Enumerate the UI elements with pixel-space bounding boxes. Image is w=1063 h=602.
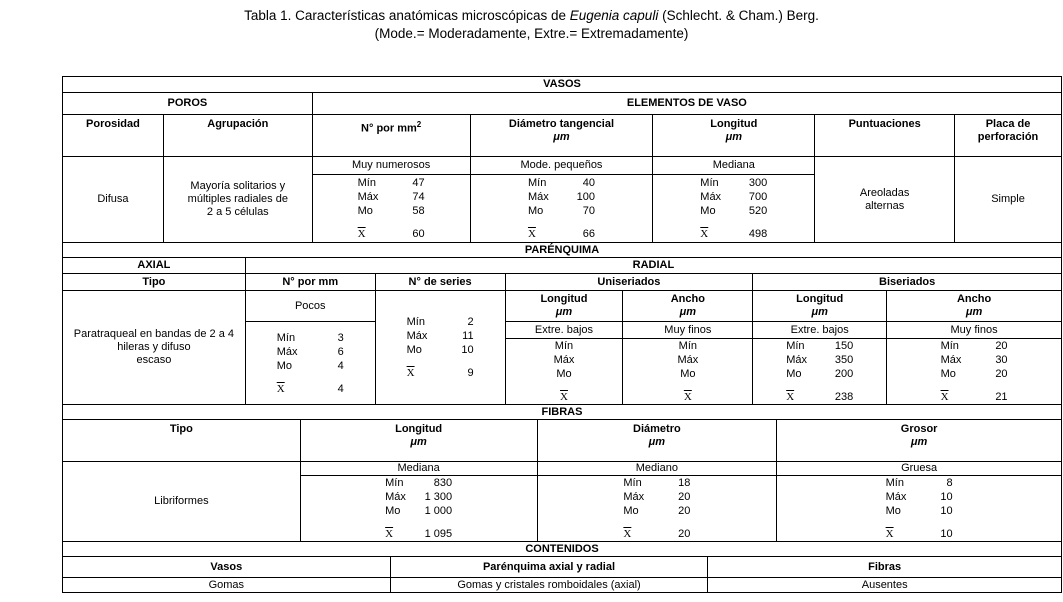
fibras-table — [62, 404, 1062, 542]
cell-uni-ancho-qualitative: Muy finos — [623, 322, 753, 339]
col-header-contenidos-parenquima: Parénquima axial y radial — [390, 557, 708, 578]
stat-label: Mo — [680, 368, 696, 380]
stat-value: 2 — [467, 316, 474, 328]
stat-value: 300 — [748, 177, 768, 189]
stat-value: 11 — [462, 330, 474, 342]
col-header-uni-longitud — [505, 291, 623, 322]
stat-label: Mín — [623, 477, 642, 489]
title-line-2: (Mode.= Moderadamente, Extre.= Extremadamente) — [374, 26, 689, 41]
puntuaciones-line: Areoladas — [859, 186, 910, 199]
cell-porosidad-value: Difusa — [63, 157, 164, 243]
stat-label: Máx — [527, 191, 549, 203]
col-header-diametro-tangencial — [470, 115, 653, 157]
radial-group-header: RADIAL — [245, 258, 1061, 274]
stat-label: Mo — [786, 368, 802, 380]
mean-symbol: $\overline{X}$ — [623, 528, 632, 540]
stat-label: Mín — [678, 340, 697, 352]
stat-label: Máx — [623, 491, 645, 503]
stat-label: Máx — [940, 354, 962, 366]
title-author: (Schlecht. & Cham.) Berg. — [658, 8, 819, 23]
vasos-table — [62, 76, 1062, 243]
stat-label: Máx — [406, 330, 428, 342]
mean-symbol: $\overline{X}$ — [559, 391, 568, 403]
stat-value: 200 — [834, 368, 854, 380]
cell-contenidos-fibras-value: Ausentes — [708, 578, 1062, 593]
col-header-agrupacion: Agrupación — [163, 115, 312, 157]
cell-tipo-axial-value — [63, 291, 246, 405]
col-header-fibras-diametro — [537, 420, 777, 462]
col-header-porosidad: Porosidad — [63, 115, 164, 157]
stat-value: 47 — [412, 177, 425, 189]
cell-bi-longitud-qualitative: Extre. bajos — [753, 322, 887, 339]
col-header-longitud — [653, 115, 815, 157]
stats-vasos-diametro — [470, 175, 653, 243]
agrupacion-line: Mayoría solitarios y — [190, 180, 286, 192]
unit-micrometer: μm — [679, 306, 697, 318]
stat-value: 10 — [940, 505, 953, 517]
cell-fibras-grosor-qualitative: Gruesa — [777, 462, 1062, 476]
unit-micrometer: μm — [910, 436, 928, 448]
cell-bi-ancho-qualitative: Muy finos — [887, 322, 1062, 339]
unit-micrometer: μm — [553, 131, 570, 143]
cell-fibras-diametro-qualitative: Mediano — [537, 462, 777, 476]
stats-bi-ancho — [887, 339, 1062, 405]
stat-value: 30 — [995, 354, 1008, 366]
unit-micrometer: μm — [410, 436, 427, 448]
stat-value: 10 — [461, 344, 474, 356]
tipo-line: escaso — [136, 354, 172, 366]
cell-fibras-longitud-qualitative: Mediana — [300, 462, 537, 476]
biseriados-group-header: Biseriados — [753, 274, 1062, 291]
col-header-n-por-mm2 — [312, 115, 470, 157]
stats-uni-ancho — [623, 339, 753, 405]
stat-value: 70 — [582, 205, 595, 217]
stat-value: 10 — [940, 528, 953, 540]
tipo-line: Paratraqueal en bandas de 2 a 4 — [73, 328, 235, 340]
unit-micrometer: μm — [965, 306, 983, 318]
stat-label: Mo — [940, 368, 956, 380]
stats-fibras-diametro — [537, 476, 777, 542]
stats-n-de-series — [375, 291, 505, 405]
stat-value: 498 — [748, 228, 768, 240]
agrupacion-line: 2 a 5 células — [206, 206, 269, 218]
stat-value: 18 — [678, 477, 691, 489]
mean-symbol: $\overline{X}$ — [786, 391, 795, 403]
axial-group-header: AXIAL — [63, 258, 246, 274]
stat-label: Mo — [700, 205, 716, 217]
stat-label: Máx — [786, 354, 807, 366]
cell-n-por-mm2-qualitative: Muy numerosos — [312, 157, 470, 175]
stats-fibras-longitud — [300, 476, 537, 542]
stat-value: 9 — [467, 367, 474, 379]
stat-value: 1 095 — [424, 528, 453, 540]
parenquima-section-header: PARÉNQUIMA — [63, 243, 1062, 258]
stat-label: Mín — [276, 331, 296, 344]
vasos-section-header: VASOS — [63, 77, 1062, 93]
col-header-fibras-longitud — [300, 420, 537, 462]
stat-label: Mín — [786, 340, 805, 352]
stat-value: 238 — [834, 391, 854, 403]
col-header-bi-ancho — [887, 291, 1062, 322]
cell-placa-value: Simple — [955, 157, 1062, 243]
stat-value: 700 — [748, 191, 768, 203]
cell-contenidos-parenquima-value: Gomas y cristales romboidales (axial) — [390, 578, 708, 593]
stats-uni-longitud — [505, 339, 623, 405]
col-header-tipo: Tipo — [63, 274, 246, 291]
stat-value: 3 — [337, 331, 344, 344]
stat-label: Máx — [677, 354, 699, 366]
stat-value: 66 — [582, 228, 595, 240]
stat-value: 21 — [995, 391, 1008, 403]
stat-value: 1 300 — [424, 491, 453, 503]
stat-label: Mín — [940, 340, 959, 352]
col-header-ancho-text: Ancho — [670, 293, 705, 305]
stat-label: Mo — [276, 359, 293, 372]
col-header-grosor-text: Grosor — [900, 423, 938, 435]
cell-diametro-qualitative: Mode. pequeños — [470, 157, 653, 175]
puntuaciones-line: alternas — [865, 199, 905, 212]
stat-value: 20 — [678, 528, 691, 540]
cell-uni-longitud-qualitative: Extre. bajos — [505, 322, 623, 339]
stat-label: Mín — [406, 316, 425, 328]
stats-vasos-longitud — [653, 175, 815, 243]
stat-label: Mo — [406, 344, 422, 356]
unit-micrometer: μm — [811, 306, 828, 318]
cell-puntuaciones-value — [815, 157, 955, 243]
cell-agrupacion-value — [163, 157, 312, 243]
stat-label: Mo — [357, 205, 373, 217]
tipo-line: hileras y difuso — [117, 341, 191, 353]
mean-symbol: $\overline{X}$ — [683, 391, 692, 403]
stats-bi-longitud — [753, 339, 887, 405]
cell-n-por-mm-qualitative: Pocos — [245, 291, 375, 322]
stat-label: Mo — [385, 505, 401, 517]
mean-symbol: $\overline{X}$ — [357, 228, 366, 240]
uniseriados-group-header: Uniseriados — [505, 274, 753, 291]
mean-symbol: $\overline{X}$ — [527, 228, 536, 240]
stat-value: 40 — [582, 177, 595, 189]
stat-label: Mín — [527, 177, 547, 189]
stat-label: Máx — [276, 345, 298, 358]
unit-micrometer: μm — [648, 436, 666, 448]
stat-value: 150 — [834, 340, 854, 352]
stat-label: Mín — [357, 177, 376, 189]
col-header-bi-longitud — [753, 291, 887, 322]
stat-label: Mo — [527, 205, 544, 217]
mean-symbol: $\overline{X}$ — [406, 367, 415, 379]
col-header-fibras-grosor — [777, 420, 1062, 462]
stats-n-por-mm — [245, 322, 375, 405]
stat-value: 8 — [946, 477, 953, 489]
elementos-de-vaso-group-header: ELEMENTOS DE VASO — [312, 93, 1061, 115]
stat-label: Máx — [700, 191, 722, 203]
col-header-diametro-text: Diámetro — [633, 423, 681, 435]
stat-value: 4 — [337, 359, 344, 372]
stats-vasos-n-por-mm2 — [312, 175, 470, 243]
stat-value: 6 — [337, 345, 344, 358]
unit-micrometer: μm — [555, 306, 573, 318]
stat-label: Mín — [385, 477, 404, 489]
title-line-1 — [0, 7, 1063, 25]
parenquima-table — [62, 242, 1062, 405]
mean-symbol: $\overline{X}$ — [885, 528, 894, 540]
stats-fibras-grosor — [777, 476, 1062, 542]
col-header-contenidos-vasos: Vasos — [63, 557, 391, 578]
stat-value: 350 — [834, 354, 854, 366]
mean-symbol: $\overline{X}$ — [940, 391, 949, 403]
stat-label: Mo — [623, 505, 639, 517]
stat-label: Mín — [700, 177, 719, 189]
stat-label: Máx — [885, 491, 907, 503]
stat-value: 830 — [433, 477, 453, 489]
col-header-longitud-text: Longitud — [395, 423, 443, 435]
stat-label: Máx — [357, 191, 379, 203]
stat-label: Máx — [553, 354, 575, 366]
stat-value: 4 — [337, 382, 344, 395]
col-header-n-de-series: N° de series — [375, 274, 505, 291]
cell-fibras-tipo-value: Libriformes — [63, 462, 301, 542]
col-header-diametro-text: Diámetro tangencial — [508, 118, 615, 130]
stat-value: 58 — [412, 205, 425, 217]
col-header-puntuaciones: Puntuaciones — [815, 115, 955, 157]
col-header-longitud-text: Longitud — [710, 118, 758, 130]
stat-value: 20 — [678, 491, 691, 503]
mean-symbol: $\overline{X}$ — [276, 382, 285, 395]
stat-label: Máx — [385, 491, 406, 503]
stat-label: Mo — [885, 505, 901, 517]
anatomical-table — [62, 77, 1062, 593]
stat-value: 20 — [678, 505, 691, 517]
col-header-placa-perforacion: Placa de perforación — [955, 115, 1062, 157]
col-header-n-por-mm2-text: N° por mm — [361, 122, 417, 135]
col-header-n-por-mm: N° por mm — [245, 274, 375, 291]
stat-value: 20 — [995, 340, 1008, 352]
stat-value: 60 — [412, 228, 425, 240]
col-header-ancho-text: Ancho — [956, 293, 992, 305]
stat-value: 10 — [940, 491, 953, 503]
col-header-fibras-tipo: Tipo — [63, 420, 301, 462]
stat-value: 520 — [748, 205, 768, 217]
cell-longitud-qualitative: Mediana — [653, 157, 815, 175]
stat-label: Mín — [885, 477, 904, 489]
title-species-name: Eugenia capuli — [569, 8, 659, 23]
col-header-longitud-text: Longitud — [796, 293, 844, 305]
col-header-contenidos-fibras: Fibras — [708, 557, 1062, 578]
agrupacion-line: múltiples radiales de — [187, 193, 288, 205]
cell-contenidos-vasos-value: Gomas — [63, 578, 391, 593]
stat-label: Mo — [556, 368, 572, 380]
col-header-longitud-text: Longitud — [540, 293, 588, 305]
contenidos-table — [62, 541, 1062, 593]
poros-group-header: POROS — [63, 93, 313, 115]
mean-symbol: $\overline{X}$ — [385, 528, 394, 540]
stat-label: Mín — [554, 340, 574, 352]
stat-value: 74 — [412, 191, 425, 203]
contenidos-section-header: CONTENIDOS — [63, 542, 1062, 557]
stat-value: 1 000 — [424, 505, 453, 517]
mean-symbol: $\overline{X}$ — [700, 228, 709, 240]
table-title — [0, 7, 1063, 43]
stat-value: 100 — [576, 191, 595, 203]
col-header-uni-ancho — [623, 291, 753, 322]
unit-micrometer: μm — [725, 131, 742, 143]
superscript-2: 2 — [416, 120, 422, 129]
fibras-section-header: FIBRAS — [63, 405, 1062, 420]
title-text: Tabla 1. Características anatómicas microscópicas de — [244, 8, 570, 23]
stat-value: 20 — [995, 368, 1008, 380]
